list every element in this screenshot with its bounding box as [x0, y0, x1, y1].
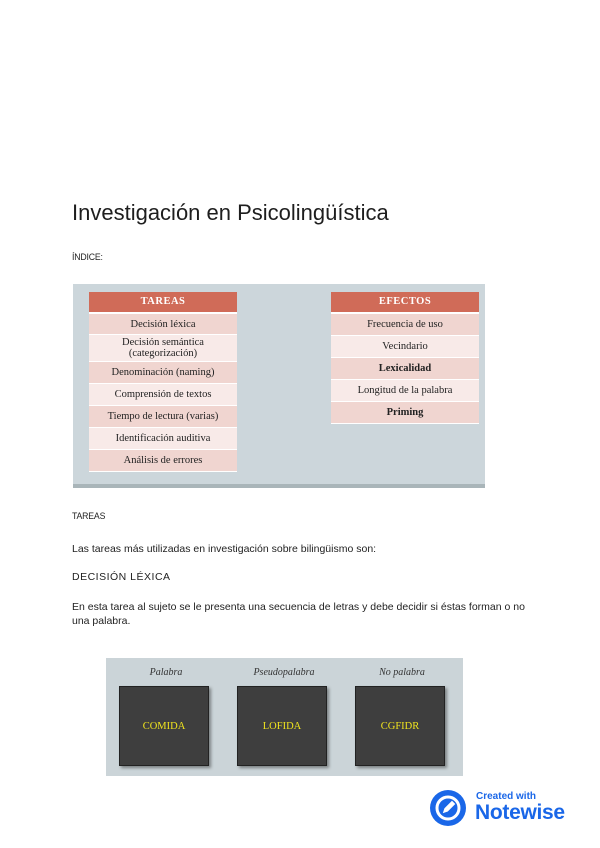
- nonword-card: CGFIDR: [355, 686, 445, 766]
- tasks-column: [89, 292, 237, 472]
- index-heading: ÍNDICE:: [72, 252, 103, 263]
- effects-row: Longitud de la palabra: [331, 380, 479, 402]
- effects-row: Vecindario: [331, 336, 479, 358]
- tasks-row: Tiempo de lectura (varias): [89, 406, 237, 428]
- tasks-row: Decisión semántica (categorización): [89, 335, 237, 362]
- effects-column: [331, 292, 479, 424]
- tasks-row: Análisis de errores: [89, 450, 237, 472]
- nonword-label: No palabra: [379, 667, 425, 678]
- tasks-row: Decisión léxica: [89, 314, 237, 335]
- effects-row: Priming: [331, 402, 479, 424]
- watermark-small-text: Created with: [476, 791, 537, 802]
- tasks-column-header: TAREAS: [89, 292, 237, 314]
- tasks-row: Comprensión de textos: [89, 384, 237, 406]
- word-label: Palabra: [149, 667, 183, 678]
- tasks-row: Denominación (naming): [89, 362, 237, 384]
- watermark-brand-text: Notewise: [475, 801, 565, 824]
- lexical-text: En esta tarea al sujeto se le presenta una secuencia de letras y debe decidir si éstas forman o no una palabra.: [72, 601, 525, 627]
- effects-row: Frecuencia de uso: [331, 314, 479, 336]
- tasks-row: Identificación auditiva: [89, 428, 237, 450]
- word-card: COMIDA: [119, 686, 209, 766]
- notewise-watermark: [430, 788, 590, 828]
- lexical-heading: DECISIÓN LÉXICA: [72, 571, 171, 583]
- pseudoword-card: LOFIDA: [237, 686, 327, 766]
- page-title: Investigación en Psicolingüística: [72, 200, 389, 225]
- pseudoword-label: Pseudopalabra: [253, 667, 315, 678]
- lexical-decision-figure: [106, 658, 463, 776]
- effects-column-header: EFECTOS: [331, 292, 479, 314]
- tasks-heading: TAREAS: [72, 511, 106, 522]
- effects-row: Lexicalidad: [331, 358, 479, 380]
- intro-text: Las tareas más utilizadas en investigación sobre bilingüismo son:: [72, 543, 377, 555]
- pencil-icon: [430, 790, 466, 826]
- index-figure: [73, 284, 485, 488]
